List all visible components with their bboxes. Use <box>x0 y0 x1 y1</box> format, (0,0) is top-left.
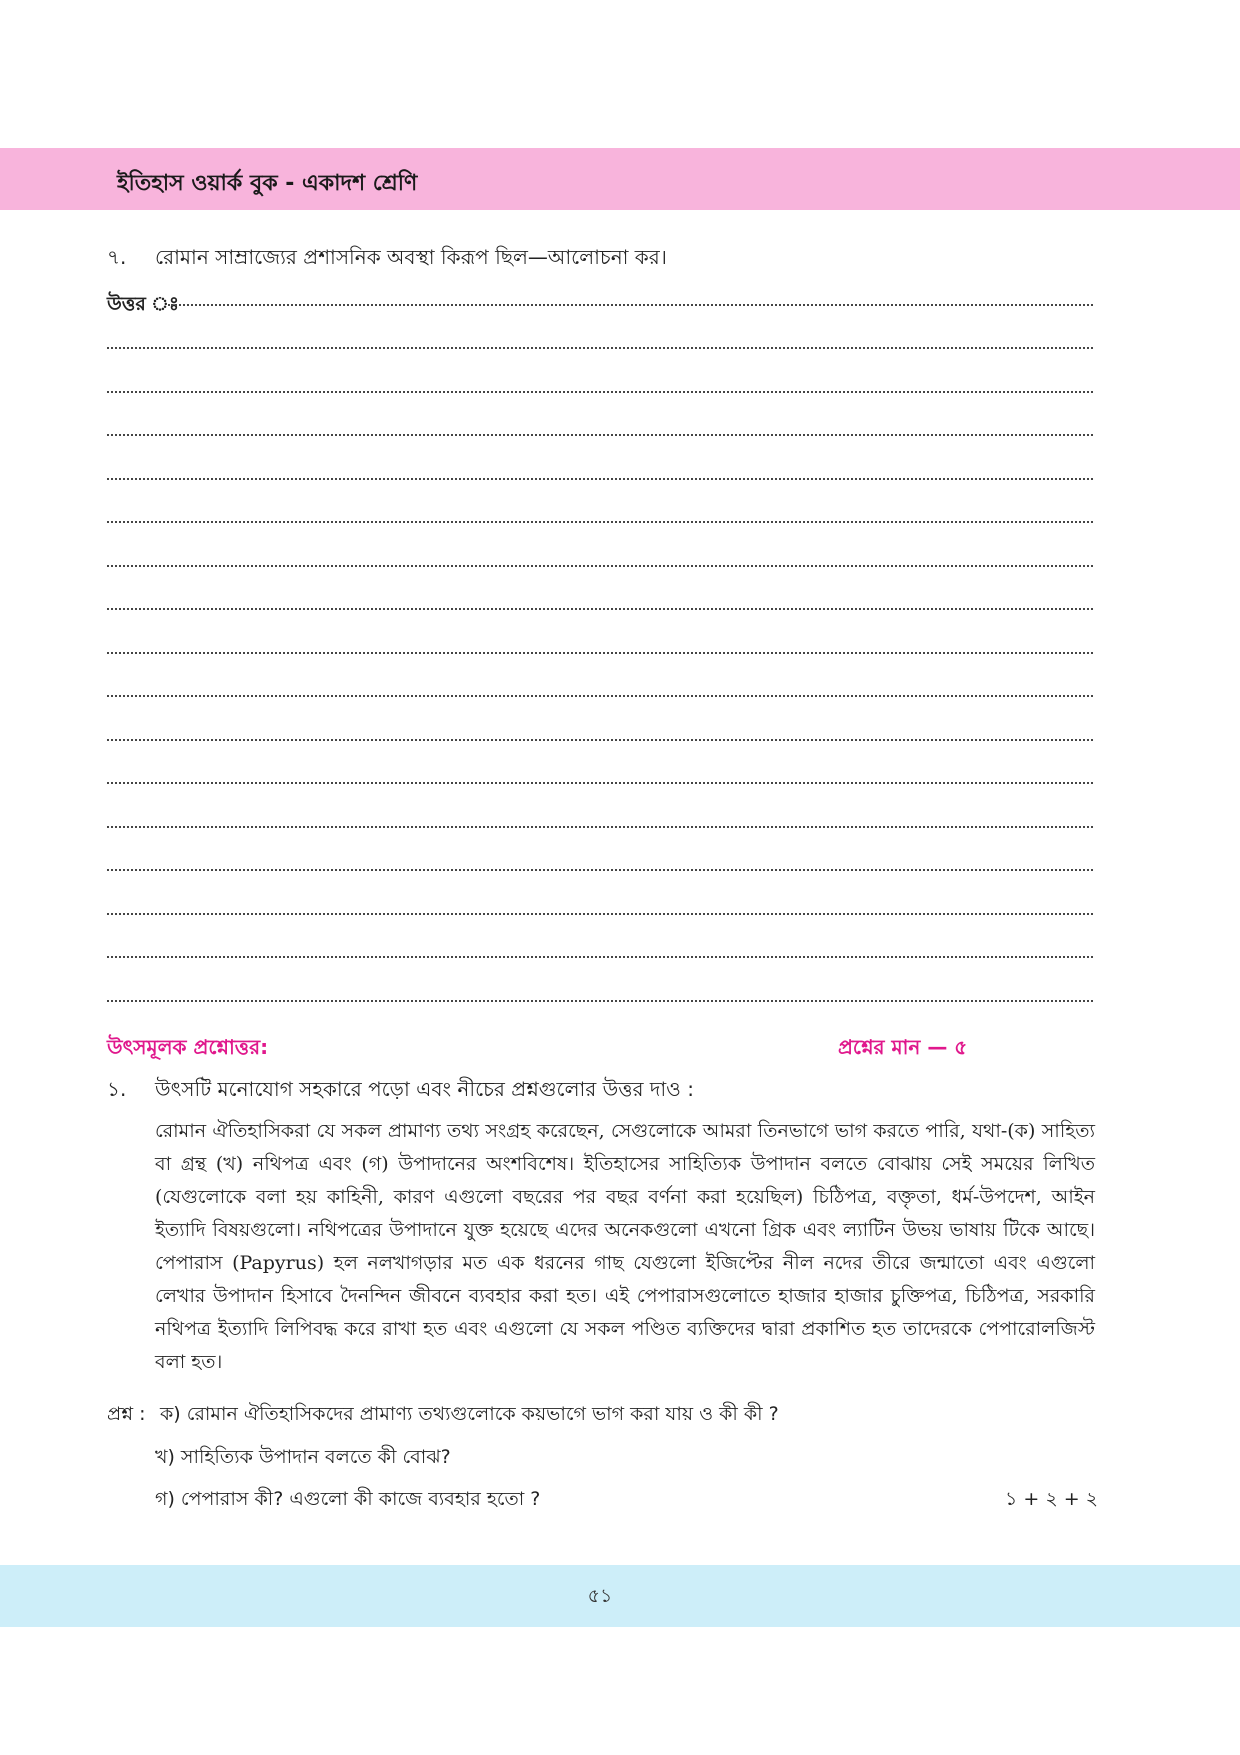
sub-question-ka: ক) রোমান ঐতিহাসিকদের প্রামাণ্য তথ্যগুলোকে কয়ভাগে ভাগ করা যায় ও কী কী ? <box>160 1403 779 1425</box>
source-question-number: ১. <box>107 1077 127 1101</box>
source-passage: রোমান ঐতিহাসিকরা যে সকল প্রামাণ্য তথ্য সংগ্রহ করেছেন, সেগুলোকে আমরা তিনভাগে ভাগ করতে পারি, যথা-(ক) সাহিত্য বা গ্রন্থ (খ) নথিপত্র এবং (গ) উপাদানের অংশবিশেষ। ইতিহাসের সাহিত্যিক উপাদান বলতে বোঝায় সেই সময়ের লিখিত (যেগুলোকে বলা হয় কাহিনী, কারণ এগুলো বছরের পর বছর বর্ণনা করা হয়েছিল) চিঠিপত্র, বক্তৃতা, ধর্ম-উপদেশ, আইন ইত্যাদি বিষয়গুলো। নথিপত্রের উপাদানে যুক্ত হয়েছে এদের অনেকগুলো এখনো গ্রিক এবং ল্যাটিন উভয় ভাষায় টিকে আছে। পেপারাস (Papyrus) হল নলখাগড়ার মত এক ধরনের গাছ যেগুলো ইজিপ্টের নীল নদের তীরে জন্মাতো এবং এগুলো লেখার উপাদান হিসাবে দৈনন্দিন জীবনে ব্যবহার করা হত। এই পেপারাসগুলোতে হাজার হাজার চুক্তিপত্র, চিঠিপত্র, সরকারি নথিপত্র ইত্যাদি লিপিবদ্ধ করে রাখা হত এবং এগুলো যে সকল পণ্ডিত ব্যক্তিদের দ্বারা প্রকাশিত হত তাদেরকে পেপারোলজিস্ট বলা হত। <box>155 1120 1095 1373</box>
answer-line[interactable] <box>107 608 1093 610</box>
question-7-number: ৭. <box>107 245 127 269</box>
answer-line[interactable] <box>107 869 1093 871</box>
answer-line[interactable] <box>107 434 1093 436</box>
question-7-text: রোমান সাম্রাজ্যের প্রশাসনিক অবস্থা কিরূপ ছিল—আলোচনা কর। <box>155 245 667 269</box>
answer-line[interactable] <box>107 521 1093 523</box>
source-section-title: উৎসমূলক প্রশ্নোত্তর: <box>107 1035 269 1059</box>
answer-line[interactable] <box>107 739 1093 741</box>
answer-line[interactable] <box>107 956 1093 958</box>
question-7 <box>107 243 667 276</box>
sub-question-ga: গ) পেপারাস কী? এগুলো কী কাজে ব্যবহার হতো ? <box>155 1488 541 1510</box>
answer-line[interactable] <box>107 913 1093 915</box>
page-number: ৫১ <box>587 1585 613 1607</box>
answer-line[interactable] <box>107 695 1093 697</box>
answer-line[interactable] <box>107 478 1093 480</box>
answer-line[interactable] <box>168 304 1093 306</box>
answer-line[interactable] <box>107 347 1093 349</box>
marks-distribution: ১ + ২ + ২ <box>1005 1488 1099 1510</box>
question-marks-label: প্রশ্নের মান — ৫ <box>838 1035 968 1059</box>
sub-question-kha: খ) সাহিত্যিক উপাদান বলতে কী বোঝ? <box>155 1446 451 1468</box>
answer-line[interactable] <box>107 782 1093 784</box>
answer-line[interactable] <box>107 565 1093 567</box>
page-header-title: ইতিহাস ওয়ার্ক বুক - একাদশ শ্রেণি <box>117 171 418 196</box>
answer-line[interactable] <box>107 1000 1093 1002</box>
source-question-1 <box>107 1075 694 1108</box>
source-instruction: উৎসটি মনোযোগ সহকারে পড়ো এবং নীচের প্রশ্নগুলোর উত্তর দাও : <box>155 1077 694 1101</box>
prashna-label: প্রশ্ন : <box>107 1403 146 1425</box>
answer-line[interactable] <box>107 652 1093 654</box>
answer-label: উত্তর ঃ <box>107 293 180 315</box>
answer-line[interactable] <box>107 826 1093 828</box>
answer-line[interactable] <box>107 391 1093 393</box>
